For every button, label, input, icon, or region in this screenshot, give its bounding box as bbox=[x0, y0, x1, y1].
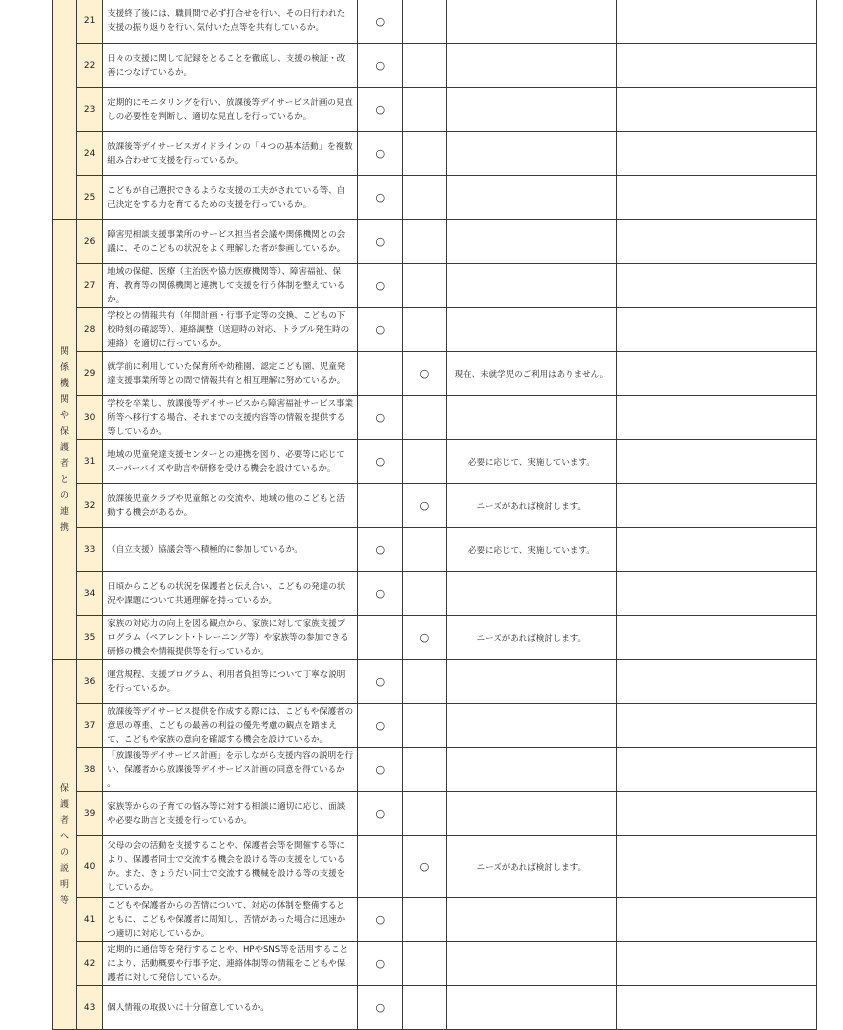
category-label: 保護者への説明等 bbox=[60, 783, 70, 906]
question-text: 父母の会の活動を支援することや、保護者会等を開催する等により、保護者同士で交流する機会を設ける等の支援をしているか。また、きょうだい同士で交流する機械を設ける等の支援をしているか。 bbox=[103, 836, 358, 898]
extra-cell bbox=[617, 176, 817, 220]
extra-cell bbox=[617, 0, 817, 44]
extra-cell bbox=[617, 44, 817, 88]
yes-mark: ○ bbox=[358, 220, 403, 264]
table-row bbox=[53, 528, 817, 572]
no-mark: ○ bbox=[403, 836, 446, 898]
extra-cell bbox=[617, 352, 817, 396]
row-number: 39 bbox=[77, 792, 103, 836]
row-number: 37 bbox=[77, 704, 103, 748]
remarks bbox=[446, 660, 617, 704]
question-text: こどもが自己選択できるような支援の工夫がされている等、自己決定をする力を育てるための支援を行っているか。 bbox=[103, 176, 358, 220]
question-text: 個人情報の取扱いに十分留意しているか。 bbox=[103, 986, 358, 1030]
remarks bbox=[446, 748, 617, 792]
table-row bbox=[53, 898, 817, 942]
question-text: 定期的に通信等を発行することや、HPやSNS等を活用することにより、活動概要や行事予定、連絡体制等の情報をこどもや保護者に対して発信しているか。 bbox=[103, 942, 358, 986]
yes-mark: ○ bbox=[358, 898, 403, 942]
table-row bbox=[53, 0, 817, 44]
extra-cell bbox=[617, 942, 817, 986]
no-mark: ○ bbox=[403, 484, 446, 528]
no-mark bbox=[403, 440, 446, 484]
yes-mark: ○ bbox=[358, 660, 403, 704]
table-row bbox=[53, 396, 817, 440]
question-text: 放課後児童クラブや児童館との交流や、地域の他のこどもと活動する機会があるか。 bbox=[103, 484, 358, 528]
remarks bbox=[446, 132, 617, 176]
yes-mark: ○ bbox=[358, 704, 403, 748]
no-mark bbox=[403, 220, 446, 264]
table-row bbox=[53, 176, 817, 220]
yes-mark bbox=[358, 352, 403, 396]
table-row bbox=[53, 44, 817, 88]
category-label: 関係機関や保護者との連携 bbox=[60, 346, 70, 533]
row-number: 24 bbox=[77, 132, 103, 176]
yes-mark: ○ bbox=[358, 942, 403, 986]
extra-cell bbox=[617, 836, 817, 898]
table-row bbox=[53, 986, 817, 1030]
yes-mark: ○ bbox=[358, 748, 403, 792]
remarks bbox=[446, 308, 617, 352]
yes-mark: ○ bbox=[358, 308, 403, 352]
extra-cell bbox=[617, 396, 817, 440]
yes-mark bbox=[358, 484, 403, 528]
remarks bbox=[446, 396, 617, 440]
row-number: 40 bbox=[77, 836, 103, 898]
no-mark bbox=[403, 528, 446, 572]
table-row bbox=[53, 484, 817, 528]
yes-mark: ○ bbox=[358, 792, 403, 836]
table-row bbox=[53, 220, 817, 264]
table-row bbox=[53, 836, 817, 898]
table-row bbox=[53, 352, 817, 396]
question-text: 日々の支援に関して記録をとることを徹底し、支援の検証・改善につなげているか。 bbox=[103, 44, 358, 88]
question-text: 地域の保健、医療（主治医や協力医療機関等）、障害福祉、保育、教育等の関係機関と連携して支援を行う体制を整えているか。 bbox=[103, 264, 358, 308]
question-text: 家族の対応力の向上を図る観点から、家族に対して家族支援プログラム（ペアレント･トレーニング等）や家族等の参加できる研修の機会や情報提供等を行っているか。 bbox=[103, 616, 358, 660]
remarks: 現在、未就学児のご利用はありません。 bbox=[446, 352, 617, 396]
row-number: 36 bbox=[77, 660, 103, 704]
row-number: 34 bbox=[77, 572, 103, 616]
yes-mark: ○ bbox=[358, 176, 403, 220]
question-text: 日頃からこどもの状況を保護者と伝え合い、こどもの発達の状況や課題について共通理解を持っているか。 bbox=[103, 572, 358, 616]
no-mark bbox=[403, 264, 446, 308]
evaluation-table-body bbox=[53, 0, 817, 1030]
no-mark bbox=[403, 396, 446, 440]
question-text: 学校を卒業し、放課後等デイサービスから障害福祉サービス事業所等へ移行する場合、それまでの支援内容等の情報を提供する等しているか。 bbox=[103, 396, 358, 440]
extra-cell bbox=[617, 440, 817, 484]
no-mark bbox=[403, 704, 446, 748]
yes-mark: ○ bbox=[358, 132, 403, 176]
no-mark: ○ bbox=[403, 352, 446, 396]
no-mark bbox=[403, 748, 446, 792]
no-mark bbox=[403, 792, 446, 836]
yes-mark: ○ bbox=[358, 396, 403, 440]
no-mark bbox=[403, 132, 446, 176]
table-row bbox=[53, 264, 817, 308]
row-number: 28 bbox=[77, 308, 103, 352]
extra-cell bbox=[617, 308, 817, 352]
category-cell-collaboration bbox=[53, 220, 77, 660]
row-number: 41 bbox=[77, 898, 103, 942]
extra-cell bbox=[617, 264, 817, 308]
remarks bbox=[446, 0, 617, 44]
question-text: こどもや保護者からの苦情について、対応の体制を整備するとともに、こどもや保護者に周知し、苦情があった場合に迅速かつ適切に対応しているか。 bbox=[103, 898, 358, 942]
yes-mark: ○ bbox=[358, 44, 403, 88]
no-mark bbox=[403, 660, 446, 704]
question-text: 地域の児童発達支援センターとの連携を図り、必要等に応じてスーパーバイズや助言や研修を受ける機会を設けているか。 bbox=[103, 440, 358, 484]
remarks bbox=[446, 220, 617, 264]
question-text: 家族等からの子育ての悩み等に対する相談に適切に応じ、面談や必要な助言と支援を行っているか。 bbox=[103, 792, 358, 836]
table-row bbox=[53, 308, 817, 352]
extra-cell bbox=[617, 132, 817, 176]
no-mark bbox=[403, 0, 446, 44]
extra-cell bbox=[617, 792, 817, 836]
extra-cell bbox=[617, 986, 817, 1030]
yes-mark: ○ bbox=[358, 264, 403, 308]
row-number: 30 bbox=[77, 396, 103, 440]
table-row bbox=[53, 572, 817, 616]
row-number: 23 bbox=[77, 88, 103, 132]
row-number: 31 bbox=[77, 440, 103, 484]
table-row bbox=[53, 704, 817, 748]
row-number: 25 bbox=[77, 176, 103, 220]
remarks bbox=[446, 792, 617, 836]
no-mark bbox=[403, 898, 446, 942]
no-mark bbox=[403, 176, 446, 220]
yes-mark: ○ bbox=[358, 528, 403, 572]
no-mark: ○ bbox=[403, 616, 446, 660]
table-row bbox=[53, 440, 817, 484]
yes-mark: ○ bbox=[358, 88, 403, 132]
yes-mark: ○ bbox=[358, 0, 403, 44]
question-text: （自立支援）協議会等へ積極的に参加しているか。 bbox=[103, 528, 358, 572]
remarks: ニーズがあれば検討します。 bbox=[446, 484, 617, 528]
no-mark bbox=[403, 572, 446, 616]
no-mark bbox=[403, 44, 446, 88]
category-cell-explanation bbox=[53, 660, 77, 1030]
row-number: 27 bbox=[77, 264, 103, 308]
extra-cell bbox=[617, 898, 817, 942]
remarks bbox=[446, 704, 617, 748]
category-cell-previous bbox=[53, 0, 77, 220]
extra-cell bbox=[617, 572, 817, 616]
extra-cell bbox=[617, 220, 817, 264]
question-text: 放課後等デイサービスガイドラインの「４つの基本活動」を複数組み合わせて支援を行っているか。 bbox=[103, 132, 358, 176]
row-number: 42 bbox=[77, 942, 103, 986]
no-mark bbox=[403, 88, 446, 132]
row-number: 35 bbox=[77, 616, 103, 660]
table-row bbox=[53, 88, 817, 132]
extra-cell bbox=[617, 484, 817, 528]
remarks bbox=[446, 572, 617, 616]
table-row bbox=[53, 792, 817, 836]
row-number: 21 bbox=[77, 0, 103, 44]
evaluation-table bbox=[52, 0, 817, 1030]
table-row bbox=[53, 660, 817, 704]
remarks: ニーズがあれば検討します。 bbox=[446, 836, 617, 898]
no-mark bbox=[403, 308, 446, 352]
row-number: 22 bbox=[77, 44, 103, 88]
question-text: 支援終了後には、職員間で必ず打合せを行い、その日行われた支援の振り返りを行い､気付いた点等を共有しているか。 bbox=[103, 0, 358, 44]
yes-mark: ○ bbox=[358, 572, 403, 616]
table-row bbox=[53, 132, 817, 176]
remarks: 必要に応じて、実施しています。 bbox=[446, 528, 617, 572]
remarks bbox=[446, 898, 617, 942]
remarks: 必要に応じて、実施しています。 bbox=[446, 440, 617, 484]
no-mark bbox=[403, 942, 446, 986]
table-row bbox=[53, 942, 817, 986]
row-number: 32 bbox=[77, 484, 103, 528]
question-text: 定期的にモニタリングを行い、放課後等デイサービス計画の見直しの必要性を判断し、適切な見直しを行っているか。 bbox=[103, 88, 358, 132]
remarks bbox=[446, 986, 617, 1030]
yes-mark bbox=[358, 616, 403, 660]
row-number: 33 bbox=[77, 528, 103, 572]
extra-cell bbox=[617, 704, 817, 748]
remarks bbox=[446, 264, 617, 308]
remarks bbox=[446, 176, 617, 220]
extra-cell bbox=[617, 88, 817, 132]
row-number: 38 bbox=[77, 748, 103, 792]
question-text: 「放課後等デイサービス計画」を示しながら支援内容の説明を行い、保護者から放課後等デイサービス計画の同意を得ているか 。 bbox=[103, 748, 358, 792]
question-text: 就学前に利用していた保育所や幼稚園、認定こども園、児童発達支援事業所等との間で情報共有と相互理解に努めているか。 bbox=[103, 352, 358, 396]
row-number: 43 bbox=[77, 986, 103, 1030]
remarks bbox=[446, 44, 617, 88]
question-text: 運営規程、支援プログラム、利用者負担等について丁寧な説明を行っているか。 bbox=[103, 660, 358, 704]
extra-cell bbox=[617, 660, 817, 704]
question-text: 学校との情報共有（年間計画・行事予定等の交換、こどもの下校時刻の確認等）、連絡調整（送迎時の対応、トラブル発生時の連絡）を適切に行っているか。 bbox=[103, 308, 358, 352]
yes-mark: ○ bbox=[358, 986, 403, 1030]
extra-cell bbox=[617, 748, 817, 792]
remarks bbox=[446, 88, 617, 132]
extra-cell bbox=[617, 528, 817, 572]
row-number: 29 bbox=[77, 352, 103, 396]
question-text: 放課後等デイサービス提供を作成する際には、こどもや保護者の意思の尊重、こどもの最善の利益の優先考慮の観点を踏まえて、こどもや家族の意向を確認する機会を設けているか。 bbox=[103, 704, 358, 748]
yes-mark bbox=[358, 836, 403, 898]
yes-mark: ○ bbox=[358, 440, 403, 484]
question-text: 障害児相談支援事業所のサービス担当者会議や関係機関との会議に、そのこどもの状況をよく理解した者が参画しているか。 bbox=[103, 220, 358, 264]
remarks: ニーズがあれば検討します。 bbox=[446, 616, 617, 660]
table-row bbox=[53, 616, 817, 660]
table-row bbox=[53, 748, 817, 792]
extra-cell bbox=[617, 616, 817, 660]
row-number: 26 bbox=[77, 220, 103, 264]
no-mark bbox=[403, 986, 446, 1030]
remarks bbox=[446, 942, 617, 986]
